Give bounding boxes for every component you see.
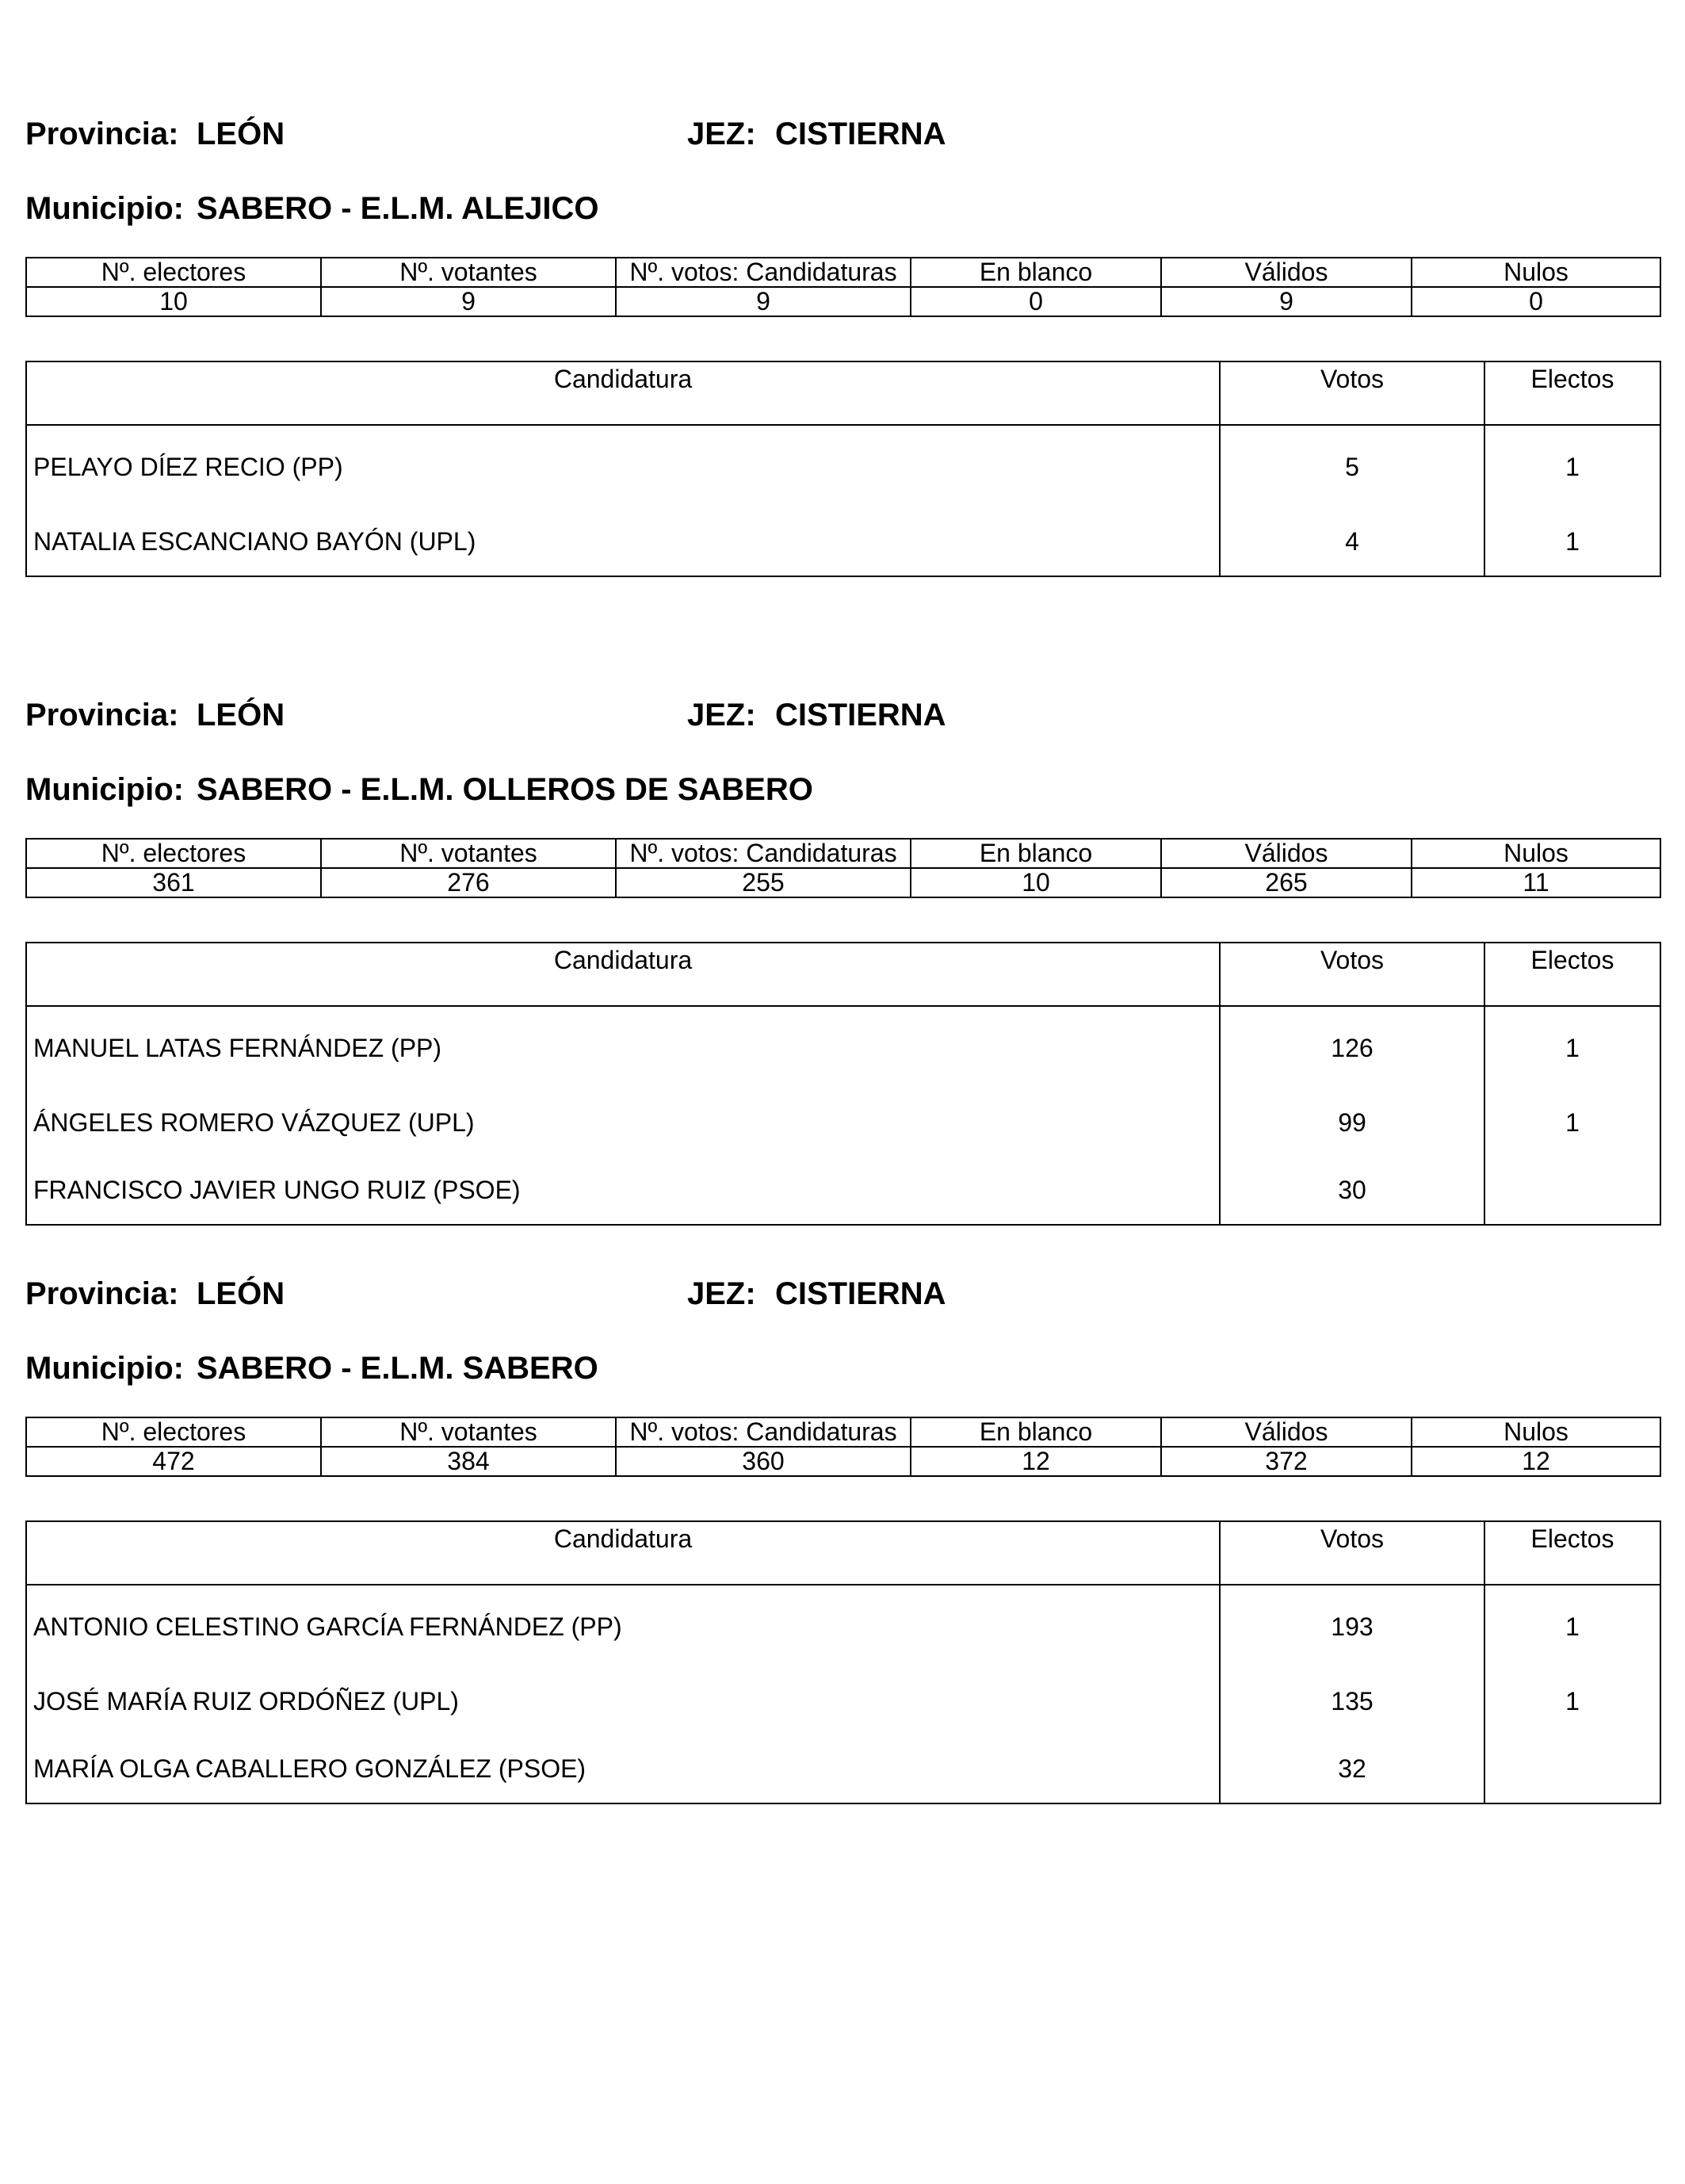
candidate-name: PELAYO DÍEZ RECIO (PP)	[26, 425, 1220, 508]
provincia-jez-line	[25, 115, 1660, 153]
candidate-votos: 30	[1220, 1157, 1484, 1225]
votos-header: Votos	[1220, 1521, 1484, 1585]
stats-value-cell: 361	[26, 868, 321, 897]
candidate-electos	[1484, 1157, 1660, 1225]
municipio-label: Municipio:	[25, 1351, 184, 1386]
stats-value-cell: 0	[911, 287, 1161, 316]
stats-value-cell: 9	[616, 287, 911, 316]
votos-header: Votos	[1220, 361, 1484, 425]
jez-label: JEZ:	[687, 117, 756, 151]
stats-value-cell: 11	[1412, 868, 1660, 897]
candidates-header-row	[26, 943, 1660, 1006]
candidate-name: ÁNGELES ROMERO VÁZQUEZ (UPL)	[26, 1089, 1220, 1157]
candidate-row	[26, 1668, 1660, 1735]
stats-table	[25, 257, 1661, 317]
electos-header: Electos	[1484, 943, 1660, 1006]
section-olleros	[25, 696, 1660, 1219]
stats-header-cell: Nº. electores	[26, 839, 321, 868]
jez-value: CISTIERNA	[775, 117, 946, 151]
candidate-electos: 1	[1484, 1668, 1660, 1735]
stats-value-cell: 384	[321, 1447, 616, 1476]
provincia-label: Provincia:	[25, 1276, 179, 1311]
candidate-votos: 4	[1220, 508, 1484, 576]
stats-value-cell: 12	[1412, 1447, 1660, 1476]
candidates-header-row	[26, 361, 1660, 425]
municipio-line	[25, 1349, 1660, 1387]
stats-value-cell: 276	[321, 868, 616, 897]
stats-value-cell: 9	[321, 287, 616, 316]
electos-header: Electos	[1484, 1521, 1660, 1585]
stats-value-cell: 0	[1412, 287, 1660, 316]
stats-value-cell: 10	[26, 287, 321, 316]
municipio-label: Municipio:	[25, 772, 184, 807]
section-sabero	[25, 1275, 1660, 1798]
municipio-value: SABERO - E.L.M. OLLEROS DE SABERO	[197, 772, 813, 807]
jez-value: CISTIERNA	[775, 1276, 946, 1311]
candidates-table	[25, 361, 1661, 577]
candidate-row	[26, 1089, 1660, 1157]
candidate-electos: 1	[1484, 1006, 1660, 1089]
provincia-jez-line	[25, 1275, 1660, 1313]
candidate-votos: 193	[1220, 1585, 1484, 1668]
candidate-electos: 1	[1484, 425, 1660, 508]
stats-header-cell: Válidos	[1161, 1417, 1412, 1447]
stats-header-cell: En blanco	[911, 258, 1161, 287]
section-alejico	[25, 115, 1660, 567]
candidates-header-row	[26, 1521, 1660, 1585]
candidate-row	[26, 1735, 1660, 1803]
candidate-name: MANUEL LATAS FERNÁNDEZ (PP)	[26, 1006, 1220, 1089]
candidatura-header: Candidatura	[26, 943, 1220, 1006]
stats-value-cell: 360	[616, 1447, 911, 1476]
stats-header-row	[26, 258, 1660, 287]
stats-header-cell: Nº. votantes	[321, 258, 616, 287]
stats-value-cell: 372	[1161, 1447, 1412, 1476]
candidate-electos	[1484, 1735, 1660, 1803]
stats-header-cell: Nulos	[1412, 1417, 1660, 1447]
stats-header-cell: Nº. votos: Candidaturas	[616, 839, 911, 868]
stats-header-cell: Nº. votos: Candidaturas	[616, 258, 911, 287]
candidate-votos: 135	[1220, 1668, 1484, 1735]
jez-label: JEZ:	[687, 698, 756, 732]
stats-value-cell: 472	[26, 1447, 321, 1476]
candidate-row	[26, 1006, 1660, 1089]
candidate-row	[26, 1585, 1660, 1668]
candidate-votos: 5	[1220, 425, 1484, 508]
stats-value-cell: 12	[911, 1447, 1161, 1476]
municipio-line	[25, 189, 1660, 228]
stats-header-cell: Nº. votantes	[321, 1417, 616, 1447]
stats-header-cell: Nº. votantes	[321, 839, 616, 868]
candidates-table	[25, 942, 1661, 1226]
municipio-label: Municipio:	[25, 191, 184, 226]
stats-value-row	[26, 1447, 1660, 1476]
jez-value: CISTIERNA	[775, 698, 946, 732]
candidatura-header: Candidatura	[26, 1521, 1220, 1585]
stats-header-cell: Nº. votos: Candidaturas	[616, 1417, 911, 1447]
candidate-name: FRANCISCO JAVIER UNGO RUIZ (PSOE)	[26, 1157, 1220, 1225]
stats-header-cell: Válidos	[1161, 839, 1412, 868]
candidate-electos: 1	[1484, 1089, 1660, 1157]
jez-label: JEZ:	[687, 1276, 756, 1311]
candidate-row	[26, 1157, 1660, 1225]
stats-value-cell: 255	[616, 868, 911, 897]
provincia-value: LEÓN	[197, 698, 285, 732]
candidate-name: ANTONIO CELESTINO GARCÍA FERNÁNDEZ (PP)	[26, 1585, 1220, 1668]
candidate-electos: 1	[1484, 1585, 1660, 1668]
candidate-electos: 1	[1484, 508, 1660, 576]
votos-header: Votos	[1220, 943, 1484, 1006]
municipio-value: SABERO - E.L.M. SABERO	[197, 1351, 598, 1386]
stats-header-cell: Válidos	[1161, 258, 1412, 287]
stats-value-cell: 9	[1161, 287, 1412, 316]
candidate-votos: 126	[1220, 1006, 1484, 1089]
candidate-votos: 99	[1220, 1089, 1484, 1157]
provincia-jez-line	[25, 696, 1660, 734]
stats-header-cell: Nº. electores	[26, 1417, 321, 1447]
stats-value-row	[26, 287, 1660, 316]
candidate-votos: 32	[1220, 1735, 1484, 1803]
provincia-label: Provincia:	[25, 117, 179, 151]
provincia-value: LEÓN	[197, 1276, 285, 1311]
stats-value-cell: 10	[911, 868, 1161, 897]
stats-header-cell: Nulos	[1412, 258, 1660, 287]
stats-table	[25, 1417, 1661, 1477]
municipio-line	[25, 771, 1660, 809]
candidatura-header: Candidatura	[26, 361, 1220, 425]
candidate-row	[26, 425, 1660, 508]
stats-value-row	[26, 868, 1660, 897]
candidate-name: MARÍA OLGA CABALLERO GONZÁLEZ (PSOE)	[26, 1735, 1220, 1803]
stats-header-cell: Nulos	[1412, 839, 1660, 868]
provincia-value: LEÓN	[197, 117, 285, 151]
candidate-row	[26, 508, 1660, 576]
stats-header-cell: En blanco	[911, 1417, 1161, 1447]
municipio-value: SABERO - E.L.M. ALEJICO	[197, 191, 599, 226]
stats-header-cell: En blanco	[911, 839, 1161, 868]
stats-header-cell: Nº. electores	[26, 258, 321, 287]
stats-header-row	[26, 1417, 1660, 1447]
candidates-table	[25, 1520, 1661, 1804]
electos-header: Electos	[1484, 361, 1660, 425]
stats-table	[25, 838, 1661, 898]
stats-value-cell: 265	[1161, 868, 1412, 897]
stats-header-row	[26, 839, 1660, 868]
provincia-label: Provincia:	[25, 698, 179, 732]
candidate-name: NATALIA ESCANCIANO BAYÓN (UPL)	[26, 508, 1220, 576]
candidate-name: JOSÉ MARÍA RUIZ ORDÓÑEZ (UPL)	[26, 1668, 1220, 1735]
